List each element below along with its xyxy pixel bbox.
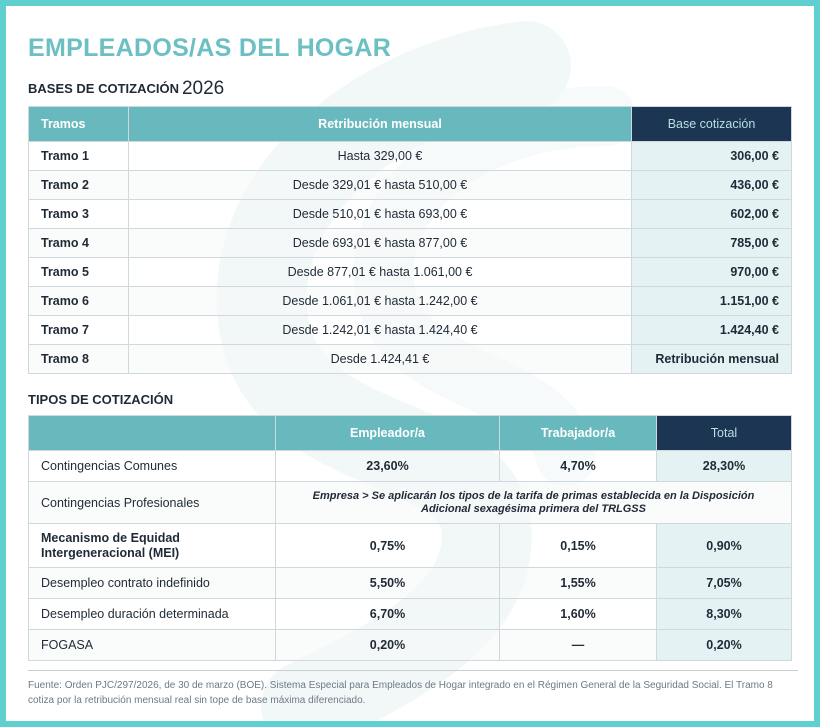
concepto-cell: Contingencias Comunes xyxy=(29,451,276,482)
trabajador-cell: 1,60% xyxy=(500,599,657,630)
table-row xyxy=(29,524,792,568)
table-row xyxy=(29,345,792,374)
retribucion-cell: Desde 1.424,41 € xyxy=(129,345,632,374)
header-empleador: Empleador/a xyxy=(276,416,500,451)
table-row xyxy=(29,229,792,258)
tramo-cell: Tramo 5 xyxy=(29,258,129,287)
base-cell: 785,00 € xyxy=(632,229,792,258)
tramo-cell: Tramo 8 xyxy=(29,345,129,374)
retribucion-cell: Desde 1.061,01 € hasta 1.242,00 € xyxy=(129,287,632,316)
empleador-cell: 5,50% xyxy=(276,568,500,599)
table-row xyxy=(29,287,792,316)
table-row xyxy=(29,599,792,630)
page-title: EMPLEADOS/AS DEL HOGAR xyxy=(28,34,392,62)
bases-heading-text: BASES DE COTIZACIÓN xyxy=(28,81,179,96)
base-cell: 1.424,40 € xyxy=(632,316,792,345)
retribucion-cell: Desde 329,01 € hasta 510,00 € xyxy=(129,171,632,200)
retribucion-cell: Desde 1.242,01 € hasta 1.424,40 € xyxy=(129,316,632,345)
table-row xyxy=(29,630,792,661)
tramo-cell: Tramo 6 xyxy=(29,287,129,316)
table-row xyxy=(29,451,792,482)
table-row xyxy=(29,482,792,524)
base-cell: 602,00 € xyxy=(632,200,792,229)
trabajador-cell: 1,55% xyxy=(500,568,657,599)
header-tramos: Tramos xyxy=(29,107,129,142)
trabajador-cell: 4,70% xyxy=(500,451,657,482)
nota-cell: Empresa > Se aplicarán los tipos de la tarifa de primas establecida en la Disposición Adicional sexagésima primera del TRLGSS xyxy=(276,482,792,524)
table-row xyxy=(29,142,792,171)
concepto-cell: FOGASA xyxy=(29,630,276,661)
tipos-table xyxy=(28,415,792,661)
total-cell: 0,20% xyxy=(657,630,792,661)
retribucion-cell: Hasta 329,00 € xyxy=(129,142,632,171)
empleador-cell: 23,60% xyxy=(276,451,500,482)
empleador-cell: 6,70% xyxy=(276,599,500,630)
table-row xyxy=(29,316,792,345)
base-cell: Retribución mensual xyxy=(632,345,792,374)
empleador-cell: 0,20% xyxy=(276,630,500,661)
retribucion-cell: Desde 877,01 € hasta 1.061,00 € xyxy=(129,258,632,287)
base-cell: 970,00 € xyxy=(632,258,792,287)
bases-header-row xyxy=(29,107,792,142)
table-row xyxy=(29,258,792,287)
retribucion-cell: Desde 693,01 € hasta 877,00 € xyxy=(129,229,632,258)
total-cell: 28,30% xyxy=(657,451,792,482)
trabajador-cell: 0,15% xyxy=(500,524,657,568)
concepto-cell: Desempleo duración determinada xyxy=(29,599,276,630)
header-retribucion: Retribución mensual xyxy=(129,107,632,142)
header-concepto xyxy=(29,416,276,451)
concepto-cell: Desempleo contrato indefinido xyxy=(29,568,276,599)
bases-table xyxy=(28,106,792,374)
header-total: Total xyxy=(657,416,792,451)
bases-year: 2026 xyxy=(181,78,225,99)
tramo-cell: Tramo 3 xyxy=(29,200,129,229)
header-trabajador: Trabajador/a xyxy=(500,416,657,451)
concepto-cell: Mecanismo de Equidad Intergeneracional (MEI) xyxy=(29,524,276,568)
tramo-cell: Tramo 4 xyxy=(29,229,129,258)
table-row xyxy=(29,200,792,229)
retribucion-cell: Desde 510,01 € hasta 693,00 € xyxy=(129,200,632,229)
base-cell: 1.151,00 € xyxy=(632,287,792,316)
total-cell: 0,90% xyxy=(657,524,792,568)
table-row xyxy=(29,568,792,599)
total-cell: 8,30% xyxy=(657,599,792,630)
empleador-cell: 0,75% xyxy=(276,524,500,568)
tramo-cell: Tramo 1 xyxy=(29,142,129,171)
tipos-header-row xyxy=(29,416,792,451)
base-cell: 306,00 € xyxy=(632,142,792,171)
footer-divider xyxy=(28,670,798,671)
tramo-cell: Tramo 7 xyxy=(29,316,129,345)
footer-source-note: Fuente: Orden PJC/297/2026, de 30 de marzo (BOE). Sistema Especial para Empleados de Hogar integrado en el Régimen General de la Seguridad Social. El Tramo 8 cotiza por la retribución mensual real sin tope de base máxima diferenciado. xyxy=(28,680,773,706)
tipos-heading: TIPOS DE COTIZACIÓN xyxy=(28,392,174,407)
header-base: Base cotización xyxy=(632,107,792,142)
concepto-cell: Contingencias Profesionales xyxy=(29,482,276,524)
base-cell: 436,00 € xyxy=(632,171,792,200)
trabajador-cell: — xyxy=(500,630,657,661)
bases-heading xyxy=(28,78,224,100)
total-cell: 7,05% xyxy=(657,568,792,599)
tramo-cell: Tramo 2 xyxy=(29,171,129,200)
table-row xyxy=(29,171,792,200)
